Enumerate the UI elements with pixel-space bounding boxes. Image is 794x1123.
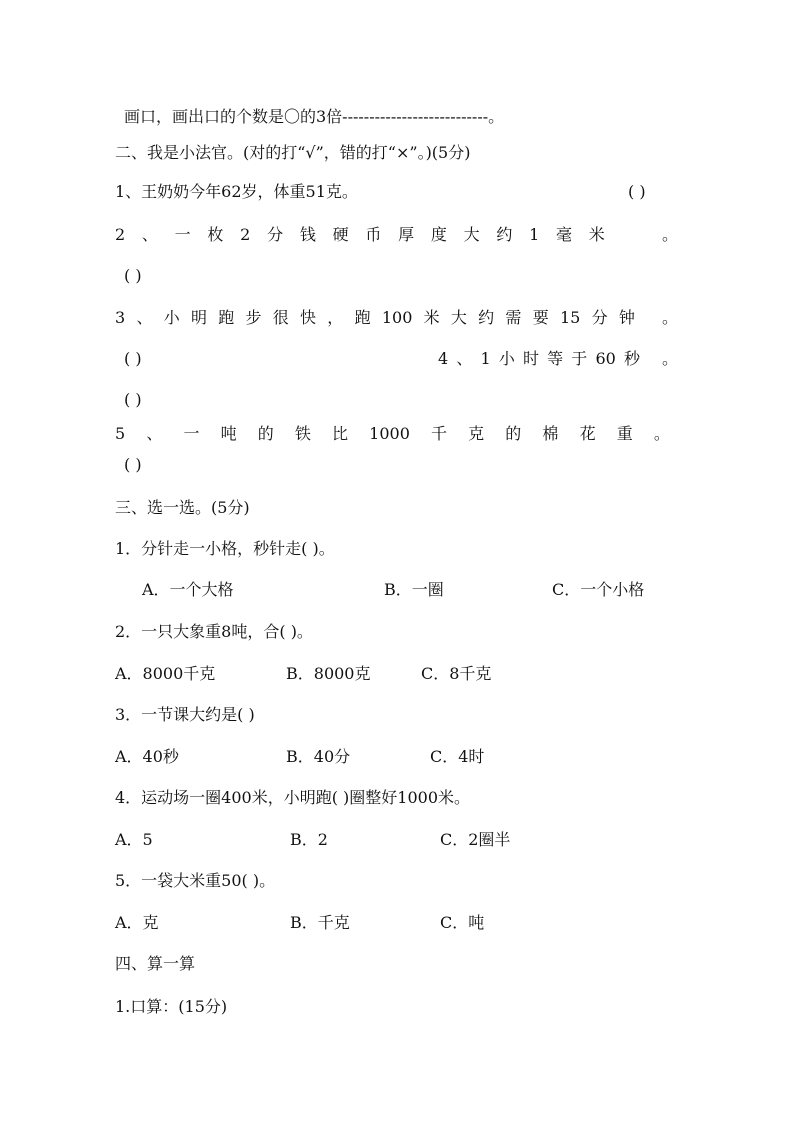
judge-question-2-token: 2 (115, 225, 126, 244)
judge-question-5-token: 1000 (369, 424, 410, 443)
choice-2-option-a: A．8000千克 (115, 664, 216, 683)
judge-question-3-token: 步 (245, 308, 262, 327)
judge-question-2-token: 硬 (332, 225, 349, 244)
choice-5-option-a: A．克 (115, 913, 159, 932)
judge-question-3-token: 跑 (218, 308, 235, 327)
choice-3-option-c: C．4时 (430, 747, 485, 766)
choice-question-5: 5．一袋大米重50( )。 (115, 871, 276, 890)
choice-3-option-b: B．40分 (286, 747, 351, 766)
judge-question-5-token: 。 (653, 424, 670, 443)
judge-question-2-token: 一 (174, 225, 191, 244)
judge-question-5-token: 一 (183, 424, 200, 443)
judge-question-3-token: 钟 (618, 308, 635, 327)
judge-question-3-end: 。 (662, 308, 679, 327)
judge-answer-paren-3: ( ) (124, 349, 142, 368)
section-4-heading: 四、算一算 (115, 954, 196, 973)
judge-question-3-token: 小 (163, 308, 180, 327)
judge-answer-paren-2: ( ) (124, 266, 142, 285)
choice-3-option-a: A．40秒 (115, 747, 179, 766)
judge-question-5-token: 重 (616, 424, 633, 443)
choice-question-2: 2．一只大象重8吨，合( )。 (115, 622, 313, 641)
judge-question-2-token: 1 (529, 225, 540, 244)
choice-4-option-a: A．5 (115, 830, 153, 849)
judge-question-3 (115, 307, 635, 329)
judge-question-3-token: 约 (478, 308, 495, 327)
choice-1-option-b: B．一圈 (384, 580, 444, 599)
judge-question-4-token: 于 (571, 349, 588, 368)
choice-5-option-c: C．吨 (440, 913, 485, 932)
choice-4-option-c: C．2圈半 (440, 830, 511, 849)
judge-question-3-token: 100 (381, 308, 413, 327)
draw-squares-question: 画口，画出口的个数是〇的3倍---------------------------。 (124, 107, 505, 126)
judge-question-2-token: 2 (240, 225, 251, 244)
judge-question-5-token: 比 (332, 424, 349, 443)
judge-question-3-token: 分 (591, 308, 608, 327)
judge-question-3-token: 跑 (354, 308, 371, 327)
judge-question-5-token: 吨 (220, 424, 237, 443)
judge-question-3-token: ， (327, 308, 344, 327)
judge-question-5-token: 5 (115, 424, 126, 443)
judge-question-2-token: 大 (463, 225, 480, 244)
judge-question-5-token: 克 (468, 424, 485, 443)
choice-5-option-b: B．千克 (290, 913, 350, 932)
judge-question-2-token: 枚 (207, 225, 224, 244)
judge-question-3-token: 大 (450, 308, 467, 327)
judge-question-3-token: 很 (272, 308, 289, 327)
judge-question-4 (438, 348, 640, 370)
judge-question-3-token: 要 (532, 308, 549, 327)
mental-math-heading: 1.口算：(15分) (115, 997, 228, 1016)
judge-question-5-token: 、 (146, 424, 163, 443)
judge-question-1: 1、王奶奶今年62岁，体重51克。 (115, 182, 358, 201)
judge-question-4-token: 60 (595, 349, 616, 368)
judge-question-2-token: 分 (267, 225, 284, 244)
judge-question-4-token: 等 (547, 349, 564, 368)
judge-question-2-token: 约 (496, 225, 513, 244)
judge-question-4-token: 4 (438, 349, 449, 368)
choice-question-3: 3．一节课大约是( ) (115, 705, 255, 724)
judge-question-3-token: 明 (190, 308, 207, 327)
judge-question-5-token: 铁 (294, 424, 311, 443)
judge-question-3-token: 米 (423, 308, 440, 327)
choice-question-4: 4．运动场一圈400米，小明跑( )圈整好1000米。 (115, 788, 471, 807)
judge-answer-paren-4: ( ) (124, 390, 142, 409)
judge-question-2-token: 度 (430, 225, 447, 244)
judge-question-5-token: 花 (579, 424, 596, 443)
judge-question-5-token: 的 (505, 424, 522, 443)
judge-question-4-token: 秒 (623, 349, 640, 368)
judge-question-2-end: 。 (662, 225, 679, 244)
judge-question-5 (115, 423, 670, 445)
section-3-heading: 三、选一选。(5分) (115, 498, 250, 517)
judge-question-4-token: 1 (480, 349, 491, 368)
judge-question-3-token: 、 (136, 308, 153, 327)
choice-2-option-c: C．8千克 (421, 664, 492, 683)
choice-1-option-c: C．一个小格 (552, 580, 645, 599)
choice-1-option-a: A．一个大格 (142, 580, 234, 599)
judge-question-4-token: 、 (456, 349, 473, 368)
choice-4-option-b: B．2 (290, 830, 328, 849)
judge-question-2-token: 钱 (299, 225, 316, 244)
judge-question-2-token: 米 (588, 225, 605, 244)
judge-question-4-token: 小 (498, 349, 515, 368)
judge-question-3-token: 15 (559, 308, 581, 327)
judge-question-4-end: 。 (662, 349, 679, 368)
section-2-heading: 二、我是小法官。(对的打“√”，错的打“×”。)(5分) (115, 143, 471, 162)
judge-question-5-token: 棉 (542, 424, 559, 443)
judge-question-3-token: 需 (505, 308, 522, 327)
judge-question-3-token: 快 (300, 308, 317, 327)
judge-question-4-token: 时 (522, 349, 539, 368)
judge-question-2-token: 币 (365, 225, 382, 244)
judge-question-2-token: 毫 (556, 225, 573, 244)
judge-question-5-token: 千 (431, 424, 448, 443)
judge-answer-paren-5: ( ) (124, 455, 142, 474)
judge-question-5-token: 的 (257, 424, 274, 443)
choice-question-1: 1．分针走一小格，秒针走( )。 (115, 539, 335, 558)
judge-question-2-token: 厚 (398, 225, 415, 244)
judge-answer-paren-1: ( ) (628, 182, 646, 201)
choice-2-option-b: B．8000克 (286, 664, 371, 683)
judge-question-3-token: 3 (115, 308, 126, 327)
judge-question-2 (115, 224, 605, 246)
judge-question-2-token: 、 (141, 225, 158, 244)
